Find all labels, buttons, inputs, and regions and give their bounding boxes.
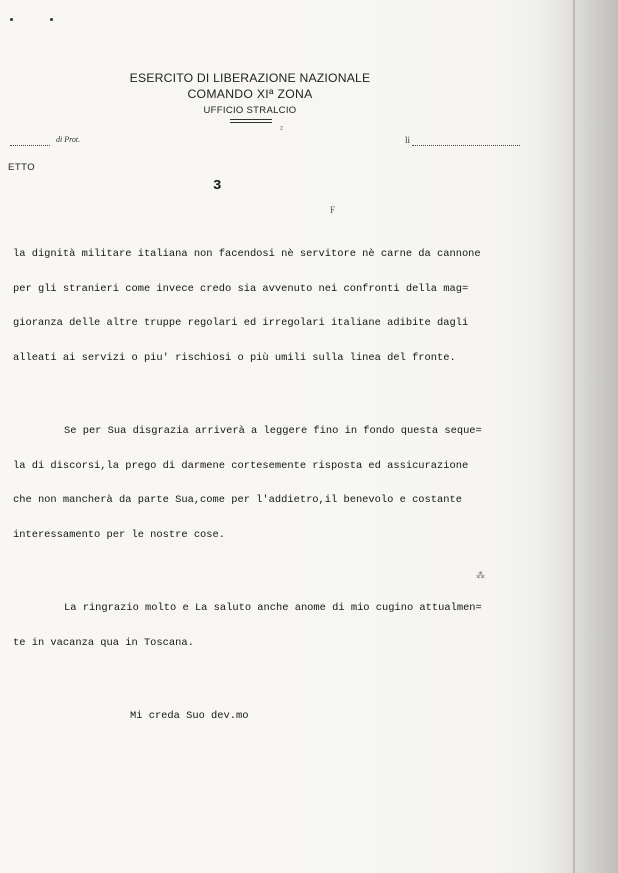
body-line: che non mancherà da parte Sua,come per l'addietro,il benevolo e costante bbox=[13, 494, 462, 506]
body-line: la dignità militare italiana non facendosi nè servitore nè carne da cannone bbox=[13, 248, 481, 260]
date-dotted-field bbox=[412, 139, 520, 146]
pencil-mark: ² bbox=[280, 124, 283, 134]
protocol-label: di Prot. bbox=[56, 135, 81, 144]
body-line: te in vacanza qua in Toscana. bbox=[13, 636, 194, 649]
pencil-mark: F bbox=[330, 205, 336, 215]
letterhead-line-1: ESERCITO DI LIBERAZIONE NAZIONALE bbox=[129, 71, 371, 85]
page-fold-line bbox=[573, 0, 575, 873]
body-line: interessamento per le nostre cose. bbox=[13, 528, 226, 541]
page-number: 3 bbox=[213, 178, 222, 194]
closing-salutation: Mi creda Suo dev.mo bbox=[130, 710, 249, 722]
body-line: alleati ai servizi o piu' rischiosi o più umili sulla linea del fronte. bbox=[13, 351, 456, 364]
body-line: per gli stranieri come invece credo sia avvenuto nei confronti della mag= bbox=[13, 282, 469, 295]
punch-hole-mark bbox=[10, 18, 13, 21]
punch-hole-mark bbox=[50, 18, 53, 21]
letterhead-line-3: UFFICIO STRALCIO bbox=[203, 105, 297, 116]
ink-smudge: ⁂ bbox=[476, 570, 485, 580]
letterhead-rule bbox=[230, 119, 272, 123]
body-line: Se per Sua disgrazia arriverà a leggere fino in fondo questa seque= bbox=[64, 425, 482, 437]
letterhead-line-2: COMANDO XIª ZONA bbox=[187, 87, 313, 101]
left-fragment-text: ETTO bbox=[8, 162, 36, 173]
body-line: gioranza delle altre truppe regolari ed irregolari italiane adibite dagli bbox=[13, 317, 469, 329]
body-line: La ringrazio molto e La saluto anche anome di mio cugino attualmen= bbox=[64, 602, 482, 614]
date-prefix: li bbox=[405, 135, 411, 145]
body-line: la di discorsi,la prego di darmene cortesemente risposta ed assicurazione bbox=[13, 459, 469, 472]
letter-body bbox=[13, 226, 573, 746]
protocol-dotted-field bbox=[10, 139, 50, 146]
